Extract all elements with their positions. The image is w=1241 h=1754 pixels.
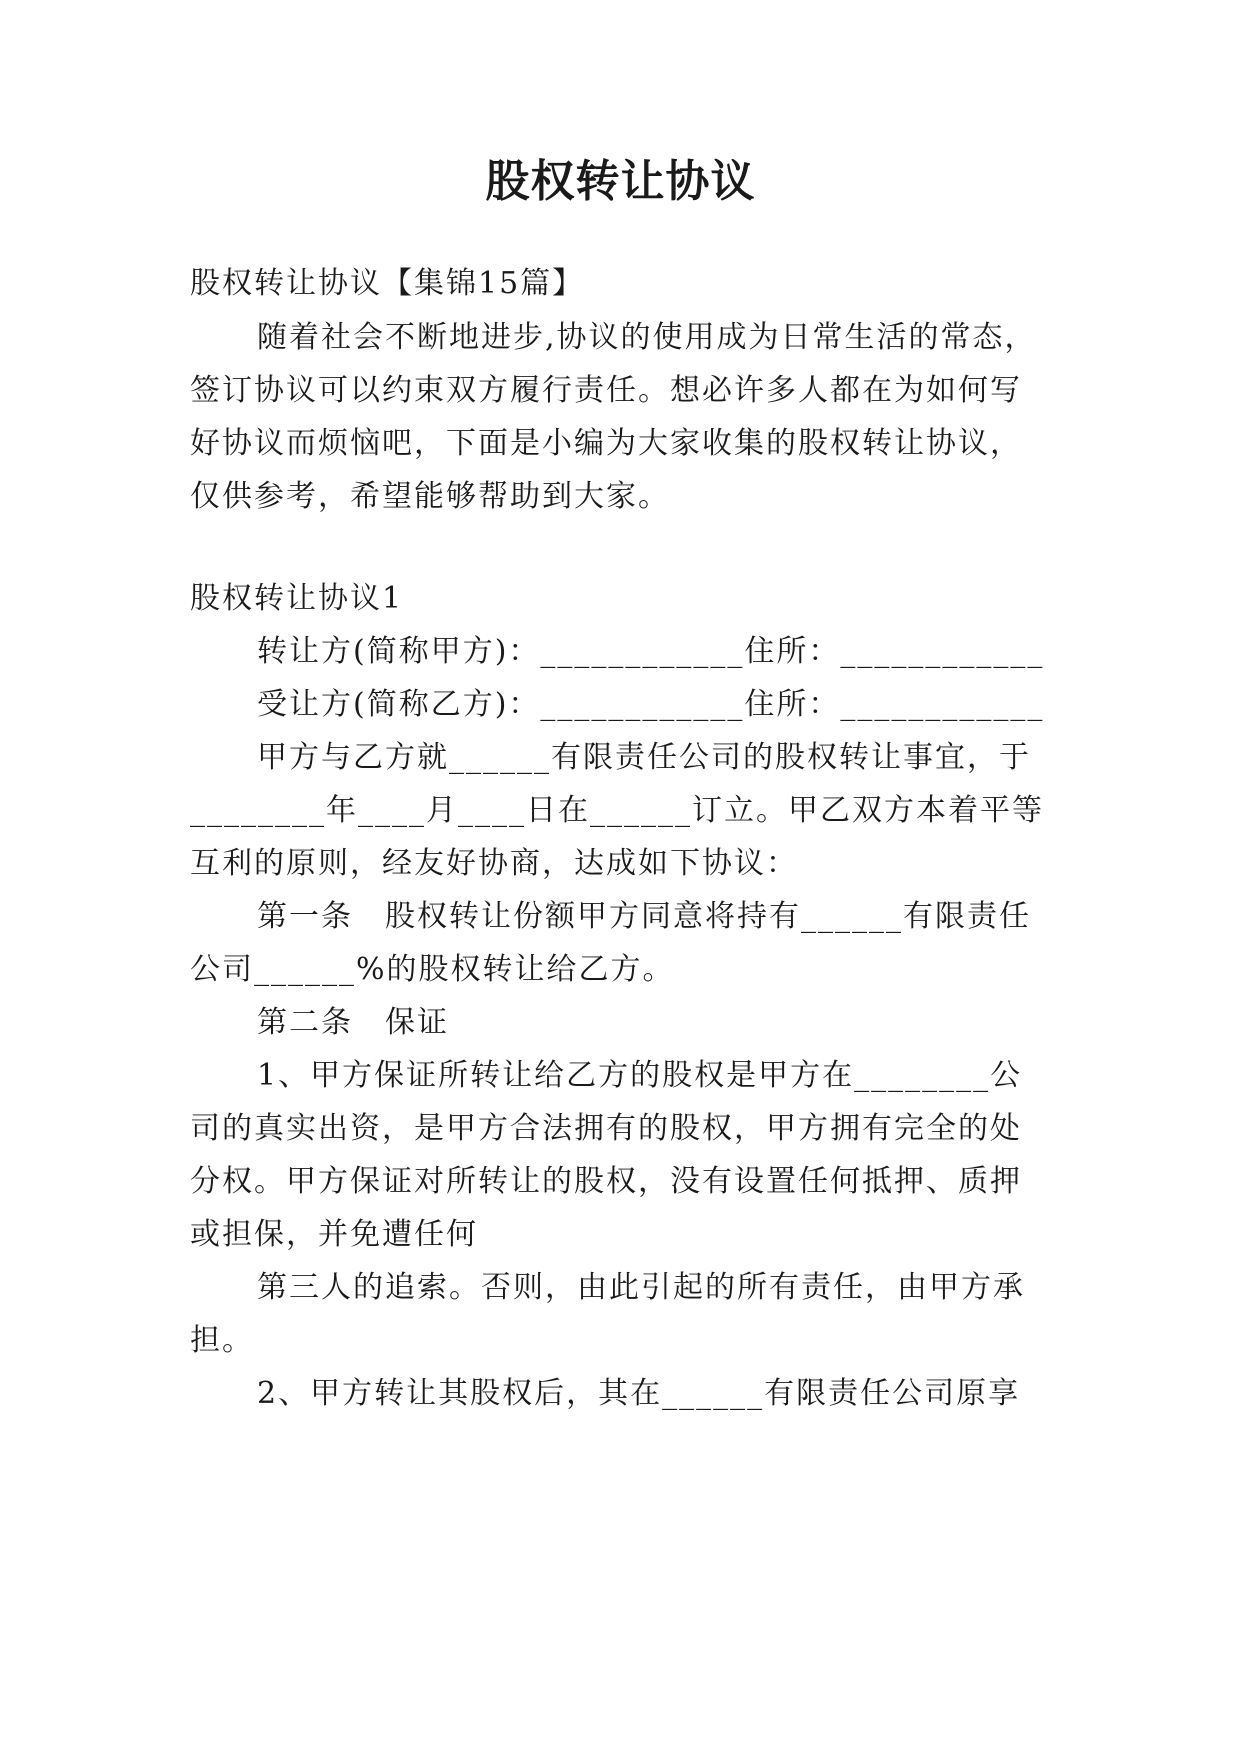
document-title: 股权转让协议 xyxy=(485,156,756,207)
party-a-line: 转让方(简称甲方)：____________住所：____________ xyxy=(257,634,1045,669)
intro-line-2: 签订协议可以约束双方履行责任。想必许多人都在为如何写 xyxy=(190,373,1022,408)
clause1-line-3: 分权。甲方保证对所转让的股权，没有设置任何抵押、质押 xyxy=(190,1164,1022,1199)
section-heading: 股权转让协议1 xyxy=(190,581,404,616)
preamble-line-1: 甲方与乙方就______有限责任公司的股权转让事宜，于 xyxy=(257,740,1031,775)
document-subtitle: 股权转让协议【集锦15篇】 xyxy=(190,266,585,301)
preamble-line-3: 互利的原则，经友好协商，达成如下协议： xyxy=(190,846,798,881)
clause1-cont-line-2: 担。 xyxy=(190,1323,254,1358)
article1-line-2: 公司______%的股权转让给乙方。 xyxy=(190,952,675,987)
clause1-line-4: 或担保，并免遭任何 xyxy=(190,1217,478,1252)
clause2-line-1: 2、甲方转让其股权后，其在______有限责任公司原享 xyxy=(257,1376,1021,1411)
intro-line-4: 仅供参考，希望能够帮助到大家。 xyxy=(190,479,670,514)
clause1-cont-line-1: 第三人的追索。否则，由此引起的所有责任，由甲方承 xyxy=(257,1270,1025,1305)
intro-line-1: 随着社会不断地进步,协议的使用成为日常生活的常态， xyxy=(257,320,1037,355)
article2-heading: 第二条 保证 xyxy=(257,1005,449,1040)
clause1-line-1: 1、甲方保证所转让给乙方的股权是甲方在________公 xyxy=(257,1058,1023,1093)
party-b-line: 受让方(简称乙方)：____________住所：____________ xyxy=(257,687,1045,722)
clause1-line-2: 司的真实出资，是甲方合法拥有的股权，甲方拥有完全的处 xyxy=(190,1111,1022,1146)
preamble-line-2: ________年____月____日在______订立。甲乙双方本着平等 xyxy=(190,793,1044,828)
intro-line-3: 好协议而烦恼吧，下面是小编为大家收集的股权转让协议， xyxy=(190,426,1022,461)
article1-line-1: 第一条 股权转让份额甲方同意将持有______有限责任 xyxy=(257,899,1031,934)
